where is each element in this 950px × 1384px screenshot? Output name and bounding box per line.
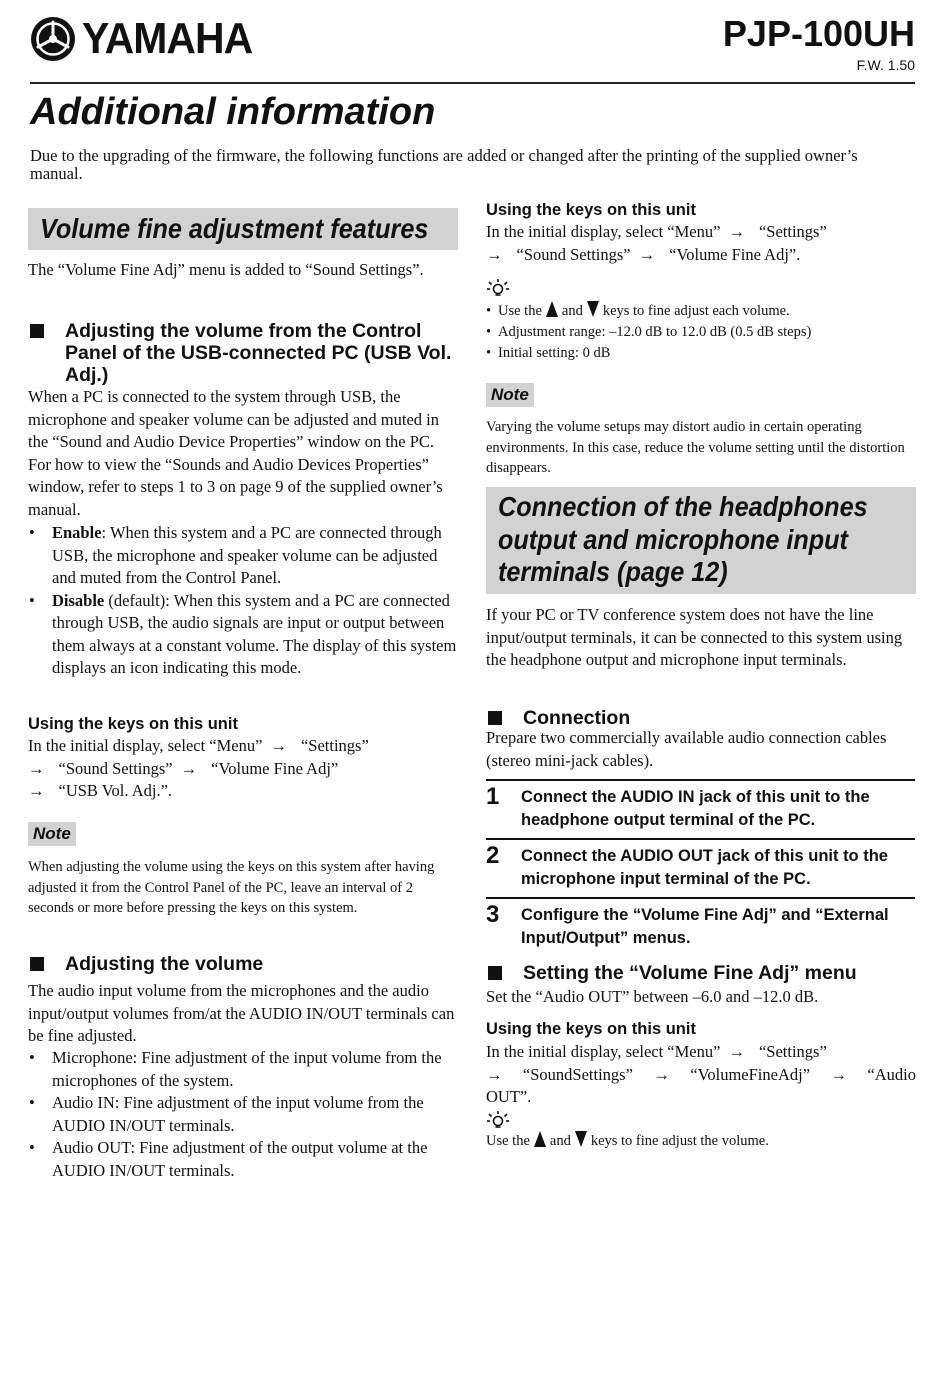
page-intro: Due to the upgrading of the firmware, the following functions are added or changed after the printing of the supplied owner’s manual. xyxy=(30,146,858,183)
heading-setting-volume-fine-adj: Setting the “Volume Fine Adj” menu xyxy=(486,962,916,984)
up-key-icon xyxy=(546,301,558,317)
page-title: Additional information xyxy=(30,91,436,133)
square-bullet-icon xyxy=(30,957,44,971)
note-text-left: When adjusting the volume using the keys on this system after having adjusted it from the Control Panel of the PC, leave an interval of 2 seconds or more before pressing the keys on this system. xyxy=(28,859,435,916)
firmware-version: F.W. 1.50 xyxy=(856,57,915,73)
setting-body: Set the “Audio OUT” between –6.0 and –12.0 dB. xyxy=(486,987,819,1006)
brand-logo xyxy=(30,16,265,62)
square-bullet-icon xyxy=(488,711,502,725)
list-item: • Audio IN: Fine adjustment of the input volume from the AUDIO IN/OUT terminals. xyxy=(29,1093,424,1135)
note-label-right: Note xyxy=(486,383,534,407)
adjust-body: The audio input volume from the microphones and the audio input/output volumes from/at the AUDIO IN/OUT terminals can be fine adjusted. xyxy=(28,981,455,1045)
section-intro-volume-fine: The “Volume Fine Adj” menu is added to “Sound Settings”. xyxy=(28,260,424,279)
tip-text-setting: Use the and keys to fine adjust the volume. xyxy=(486,1133,769,1149)
brand-name: YAMAHA xyxy=(82,14,253,63)
keys-instruction-right: In the initial display, select “Menu” → “Settings” → “Sound Settings” → “Volume Fine Adj”. xyxy=(486,222,827,264)
section-title-connection: Connection of the headphones output and microphone input terminals (page 12) xyxy=(486,487,916,594)
list-item: • Audio OUT: Fine adjustment of the output volume at the AUDIO IN/OUT terminals. xyxy=(29,1138,428,1180)
list-item: • Microphone: Fine adjustment of the input volume from the microphones of the system. xyxy=(29,1048,442,1090)
keys-heading-left: Using the keys on this unit xyxy=(28,715,238,733)
tip-list-right xyxy=(486,301,916,364)
keys-instruction-setting: In the initial display, select “Menu” → “Settings” → “SoundSettings” → “VolumeFineAdj” → “Audio OUT”. xyxy=(486,1042,916,1106)
usb-option-list xyxy=(28,522,458,680)
step-3: 3 Configure the “Volume Fine Adj” and “External Input/Output” menus. xyxy=(486,897,915,950)
tip-lightbulb-icon xyxy=(486,1110,510,1130)
list-item: • Adjustment range: –12.0 dB to 12.0 dB (0.5 dB steps) xyxy=(486,324,812,340)
step-1: 1 Connect the AUDIO IN jack of this unit to the headphone output terminal of the PC. xyxy=(486,779,915,832)
section-title-volume-fine: Volume fine adjustment features xyxy=(28,208,458,250)
list-item: • Disable (default): When this system and a PC are connected through USB, the audio signals are input or output between them always at a constant volume. The display of this system displays an icon indicating this mode. xyxy=(29,590,457,677)
heading-adjusting-volume: Adjusting the volume xyxy=(28,953,458,975)
down-key-icon xyxy=(587,301,599,317)
keys-heading-setting: Using the keys on this unit xyxy=(486,1020,696,1038)
heading-usb-vol-adj: Adjusting the volume from the Control Panel of the USB-connected PC (USB Vol. Adj.) xyxy=(28,320,458,386)
up-key-icon xyxy=(534,1131,546,1147)
connection-section-intro: If your PC or TV conference system does not have the line input/output terminals, it can be connected to this system using the headphone output and microphone input terminals. xyxy=(486,605,903,669)
square-bullet-icon xyxy=(30,324,44,338)
yamaha-tuning-forks-logo-icon xyxy=(30,16,76,62)
adjust-list xyxy=(28,1047,458,1182)
page-header xyxy=(30,12,915,84)
usb-body: When a PC is connected to the system through USB, the microphone and speaker volume can be adjusted and muted in the “Sound and Audio Device Properties” window on the PC. For how to view the “Sounds and Audio Devices Properties” window, refer to steps 1 to 3 on page 9 of the supplied owner’s manual. xyxy=(28,387,443,519)
note-text-right: Varying the volume setups may distort audio in certain operating environments. In this case, reduce the volume setting until the distortion disappears. xyxy=(486,419,905,476)
keys-heading-right: Using the keys on this unit xyxy=(486,201,696,219)
keys-instruction-left: In the initial display, select “Menu” → “Settings” → “Sound Settings” → “Volume Fine Adj” → “USB Vol. Adj.”. xyxy=(28,736,369,800)
list-item: • Initial setting: 0 dB xyxy=(486,345,611,361)
step-2: 2 Connect the AUDIO OUT jack of this unit to the microphone input terminal of the PC. xyxy=(486,838,915,891)
square-bullet-icon xyxy=(488,966,502,980)
list-item: • Use the and keys to fine adjust each volume. xyxy=(486,303,790,319)
model-number: PJP-100UH xyxy=(722,13,915,54)
list-item: • Enable: When this system and a PC are connected through USB, the microphone and speaker volume can be adjusted and muted from the Control Panel. xyxy=(29,523,442,587)
heading-connection: Connection xyxy=(486,707,916,729)
note-label-left: Note xyxy=(28,822,76,846)
down-key-icon xyxy=(575,1131,587,1147)
connection-body: Prepare two commercially available audio connection cables (stereo mini-jack cables). xyxy=(486,728,887,770)
tip-lightbulb-icon xyxy=(486,278,510,298)
